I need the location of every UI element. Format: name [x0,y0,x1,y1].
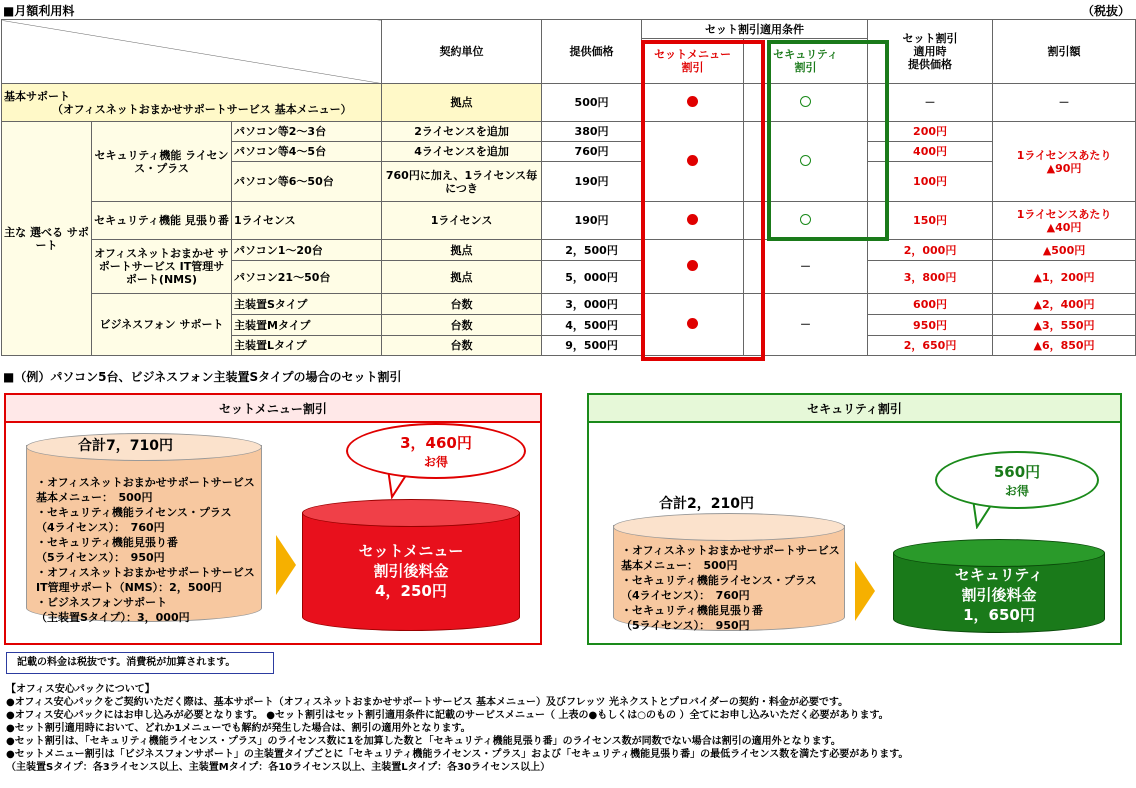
header-price: 提供価格 [542,20,642,84]
set-menu-panel [4,393,542,645]
basic-label: 基本サポート （オフィスネットおまかせサポートサービス 基本メニュー） [2,84,382,122]
sec-result: セキュリティ 割引後料金 1，650円 [954,566,1044,624]
phone-label: ビジネスフォン サポート [92,294,232,356]
set-items: ・オフィスネットおまかせサポートサービス 基本メニュー： 500円 ・セキュリティ機能ライセンス・プラス （4ライセンス）： 760円 ・セキュリティ機能見張り番 （5ライセンス）： 950円 ・オフィスネットおまかせサポートサービス IT管理サポート（NMS）：2，500円 ・ビジネスフォンサポート （主装置Sタイプ）：3，000円 [36,476,255,624]
main-label: 主な 選べる サポート [2,122,92,356]
security-panel [587,393,1122,645]
basic-discount: － [993,84,1136,122]
arrow-right-icon [276,535,296,595]
set-result: セットメニュー 割引後料金 4，250円 [358,542,464,600]
set-total: 合計7，710円 [78,438,173,454]
header-unit: 契約単位 [382,20,542,84]
watch-label: セキュリティ機能 見張り番 [92,202,232,240]
header-set-price: セット割引 適用時 提供価格 [868,20,993,84]
basic-set-price: － [868,84,993,122]
sec-save-bubble: 560円 お得 [935,451,1099,509]
arrow-right-icon [855,561,875,621]
header-discount: 割引額 [993,20,1136,84]
set-menu-panel-title: セットメニュー割引 [6,395,540,423]
sec-items: ・オフィスネットおまかせサポートサービス 基本メニュー： 500円 ・セキュリティ機能ライセンス・プラス （4ライセンス）： 760円 ・セキュリティ機能見張り番 （5ライセンス）： 950円 [621,544,840,632]
header-security: セキュリティ 割引 [744,39,868,84]
security-plus-sub-0: パソコン等2～3台 [232,122,382,142]
page-title: ■月額利用料 [3,4,75,18]
header-set-menu: セットメニュー 割引 [642,39,744,84]
tax-box: 記載の料金は税抜です。消費税が加算されます。 [6,652,274,674]
set-save-bubble: 3，460円 お得 [346,423,526,479]
basic-price: 500円 [542,84,642,122]
basic-unit: 拠点 [382,84,542,122]
security-plus-label: セキュリティ機能 ライセンス・プラス [92,122,232,202]
it-label: オフィスネットおまかせ サポートサービス IT管理サポート(NMS) [92,240,232,294]
header-conditions: セット割引適用条件 [642,20,868,39]
notes: 【オフィス安心パックについて】 ●オフィス安心パックをご契約いただく際は、基本サポート（オフィスネットおまかせサポートサービス 基本メニュー）及びフレッツ 光ネクストとプロバイダーの契約・料金が必要です。 ●オフィス安心パックにはお申し込みが必要となります。 ●セット割引はセット割引適用条件に記載のサービスメニュー（ 上表の●もしくは○のもの ）全てにお申し込みいただく必要があります。 ●セット割引適用時において、どれか1メニューでも解約が発生した場合は、割引の適用外となります。 ●セット割引は、「セキュリティ機能ライセンス・プラス」のライセンス数に1を加算した数と「セキュリティ機能見張り番」のライセンス数が同数でない場合は割引の適用外となります。 ●セットメニュー割引は「ビジネスフォンサポート」の主装置タイプごとに「セキュリティ機能ライセンス・プラス」および「セキュリティ機能見張り番」の最低ライセンス数を満たす必要があります。 （主装置Sタイプ：各3ライセンス以上、主装置Mタイプ：各10ライセンス以上、主装置Lタイプ：各30ライセンス以上） [6,684,909,773]
example-title: ■（例）パソコン5台、ビジネスフォン主装置Sタイプの場合のセット割引 [3,370,402,384]
security-panel-title: セキュリティ割引 [589,395,1120,423]
sec-total: 合計2，210円 [659,496,754,512]
tax-note: （税抜） [1081,4,1130,18]
security-highlight [767,40,889,241]
set-menu-highlight [641,40,765,361]
security-plus-discount: 1ライセンスあたり ▲90円 [993,122,1136,202]
header-corner [2,20,382,84]
price-table: 契約単位 提供価格 セット割引適用条件 セット割引 適用時 提供価格 割引額 セットメニュー 割引 セキュリティ 割引 基本サポート （オフィスネットおまかせサポートサービス 基本メニュー） 拠点 500円 － － 主な 選べる サポート セキュリティ機能 ライセンス・プラス パソコン等2～3台 2ライセンスを追加 380円 200円 1ライセンスあたり ▲90円 パソコン等4～5台 4ライセンスを追加 760円 400円 パソコン等6～50台 760円に加え、1ライセンス毎につき 190円 100円 セキュリティ機能 見張り番 1ライセンス 1ライセンス 190円 150円 1ライセンスあたり ▲40円 オフィスネットおまかせ サポートサービス IT管理サポート(NMS) パソコン1～20台 拠点 2，500円 － 2，000円 ▲500円 パソコン21～50台 拠点 5，000円 3，800円 ▲1，200円 ビジネスフォン サポート 主装置Sタイプ 台数 3，000円 － 600円 ▲2，400円 主装置Mタイプ 台数 4，500円 950円 ▲3，550円 主装置Lタイプ 台数 9，500円 2，650円 ▲6，850円 [1,19,1136,356]
